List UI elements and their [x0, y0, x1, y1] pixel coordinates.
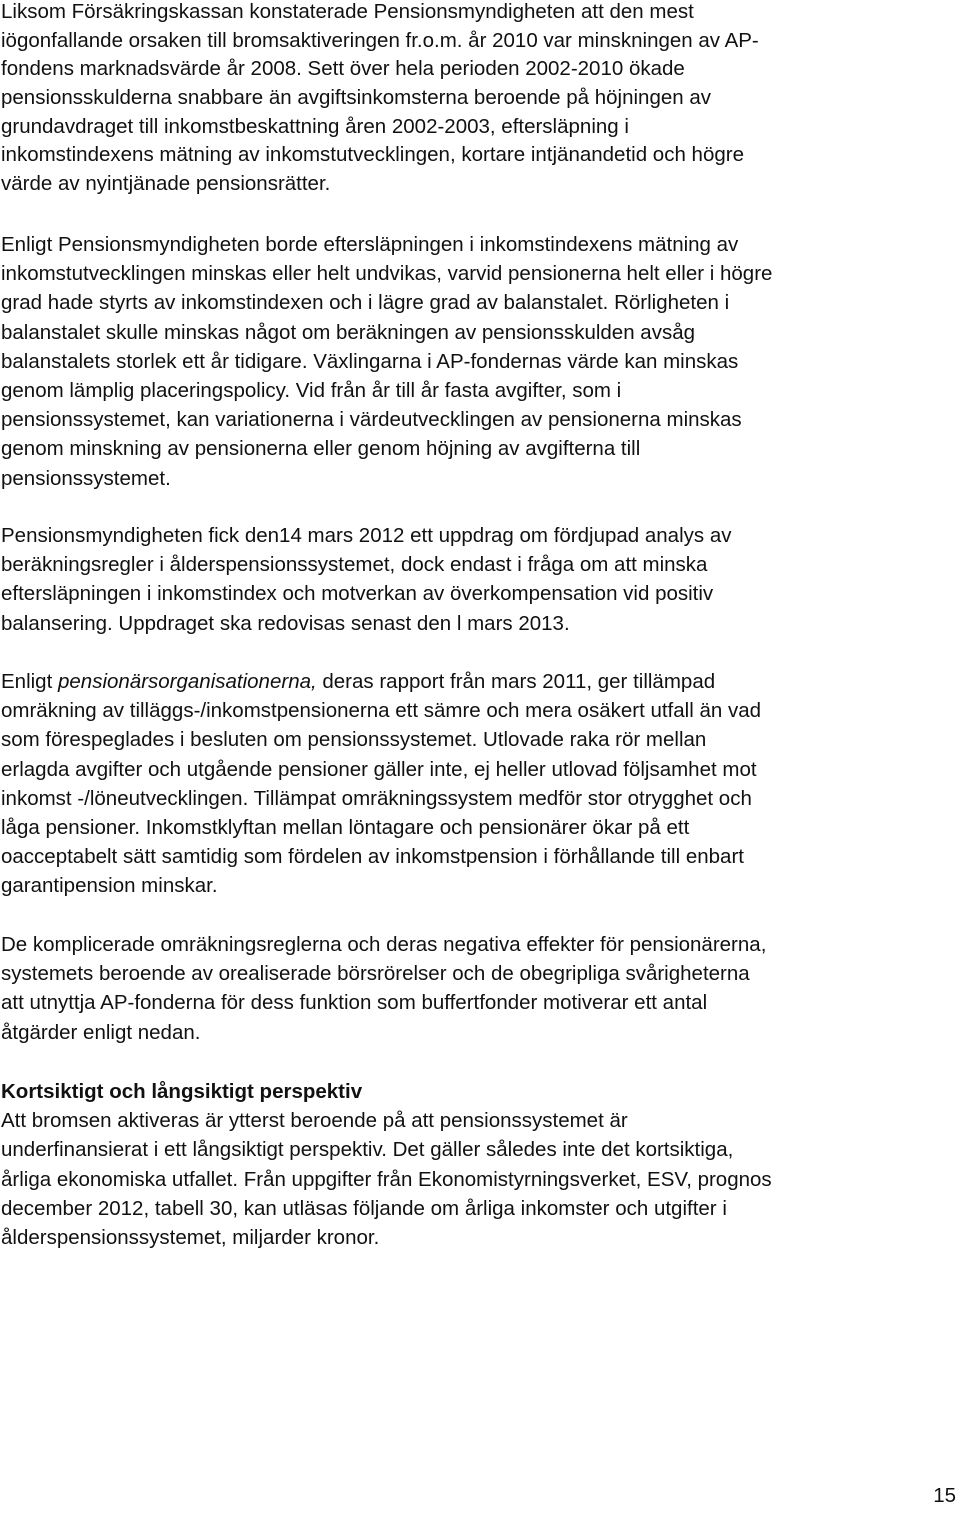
text-line: Enligt Pensionsmyndigheten borde eftersläpningen i inkomstindexens mätning av — [1, 233, 739, 256]
text-line: omräkning av tilläggs-/inkomstpensionerna ett sämre och mera osäkert utfall än vad — [1, 699, 762, 723]
text-line: inkomstindexens mätning av inkomstutvecklingen, kortare intjänandetid och högre — [1, 143, 744, 167]
paragraph-eftersläpning — [1, 230, 953, 493]
text-line: beräkningsregler i ålderspensionssystemet, dock endast i fråga om att minska — [1, 553, 708, 577]
text-line: låga pensioner. Inkomstklyftan mellan löntagare och pensionärer ökar på ett — [1, 815, 690, 839]
text-fragment: Enligt — [1, 670, 58, 693]
text-line: De komplicerade omräkningsreglerna och deras negativa effekter för pensionärerna, — [1, 933, 767, 956]
text-line: garantipension minskar. — [1, 874, 218, 898]
text-line: ålderspensionssystemet, miljarder kronor. — [1, 1225, 380, 1249]
paragraph-pensionarsorganisationerna — [1, 667, 953, 901]
paragraph-uppdrag — [1, 521, 953, 638]
text-line: värde av nyintjänade pensionsrätter. — [1, 172, 331, 196]
text-line: genom minskning av pensionerna eller genom höjning av avgifterna till — [1, 437, 641, 461]
text-line — [1, 667, 953, 696]
text-line: Att bromsen aktiveras är ytterst beroende på att pensionssystemet är — [1, 1109, 628, 1133]
text-line: oacceptabelt sätt samtidig som fördelen av inkomstpension i förhållande till enbart — [1, 845, 744, 869]
text-line: eftersläpningen i inkomstindex och motverkan av överkompensation vid positiv — [1, 582, 714, 606]
text-line: Liksom Försäkringskassan konstaterade Pensionsmyndigheten att den mest — [1, 0, 694, 23]
section-heading: Kortsiktigt och långsiktigt perspektiv — [1, 1080, 363, 1103]
text-line: balansering. Uppdraget ska redovisas senast den l mars 2013. — [1, 611, 570, 635]
text-line: balanstalet skulle minskas något om beräkningen av pensionsskulden avsåg — [1, 320, 696, 344]
text-line: erlagda avgifter och utgående pensioner gäller inte, ej heller utlovad följsamhet mot — [1, 757, 757, 781]
text-line: iögonfallande orsaken till bromsaktiveringen fr.o.m. år 2010 var minskningen av AP- — [1, 28, 759, 52]
text-line: Pensionsmyndigheten fick den14 mars 2012 ett uppdrag om fördjupad analys av — [1, 524, 732, 547]
paragraph-bromsaktivering — [1, 0, 953, 199]
text-line: underfinansierat i ett långsiktigt perspektiv. Det gäller således inte det kortsiktiga, — [1, 1138, 734, 1162]
text-line: grad hade styrts av inkomstindexen och i lägre grad av balanstalet. Rörligheten i — [1, 291, 730, 315]
text-line: årliga ekonomiska utfallet. Från uppgifter från Ekonomistyrningsverket, ESV, prognos — [1, 1167, 772, 1191]
text-line: fondens marknadsvärde år 2008. Sett över hela perioden 2002-2010 ökade — [1, 57, 685, 81]
text-line: grundavdraget till inkomstbeskattning åren 2002-2003, eftersläpning i — [1, 114, 629, 138]
text-line: pensionssystemet. — [1, 466, 171, 490]
emphasis-organisations: pensionärsorganisationerna, — [57, 670, 317, 693]
text-line: pensionssystemet, kan variationerna i värdeutvecklingen av pensionerna minskas — [1, 408, 742, 432]
text-line: att utnyttja AP-fonderna för dess funktion som buffertfonder motiverar ett antal — [1, 991, 708, 1015]
page-number: 15 — [933, 1484, 956, 1507]
text-line: pensionsskulderna snabbare än avgiftsinkomsterna beroende på höjningen av — [1, 86, 712, 110]
text-line: åtgärder enligt nedan. — [1, 1020, 201, 1044]
text-line: inkomst -/löneutvecklingen. Tillämpat omräkningssystem medför stor otrygghet och — [1, 786, 752, 810]
text-line: genom lämplig placeringspolicy. Vid från år till år fasta avgifter, som i — [1, 378, 622, 402]
text-line: systemets beroende av orealiserade börsrörelser och de obegripliga svårigheterna — [1, 962, 750, 986]
text-line: som förespeglades i besluten om pensionssystemet. Utlovade raka rör mellan — [1, 728, 707, 752]
text-line: balanstalets storlek ett år tidigare. Växlingarna i AP-fondernas värde kan minskas — [1, 349, 739, 373]
section-perspektiv — [1, 1077, 953, 1252]
text-line: inkomstutvecklingen minskas eller helt undvikas, varvid pensionerna helt eller i högre — [1, 262, 773, 286]
paragraph-omrakningsregler — [1, 930, 953, 1047]
text-line: december 2012, tabell 30, kan utläsas följande om årliga inkomster och utgifter i — [1, 1196, 727, 1220]
text-fragment: deras rapport från mars 2011, ger tillämpad — [316, 670, 716, 693]
